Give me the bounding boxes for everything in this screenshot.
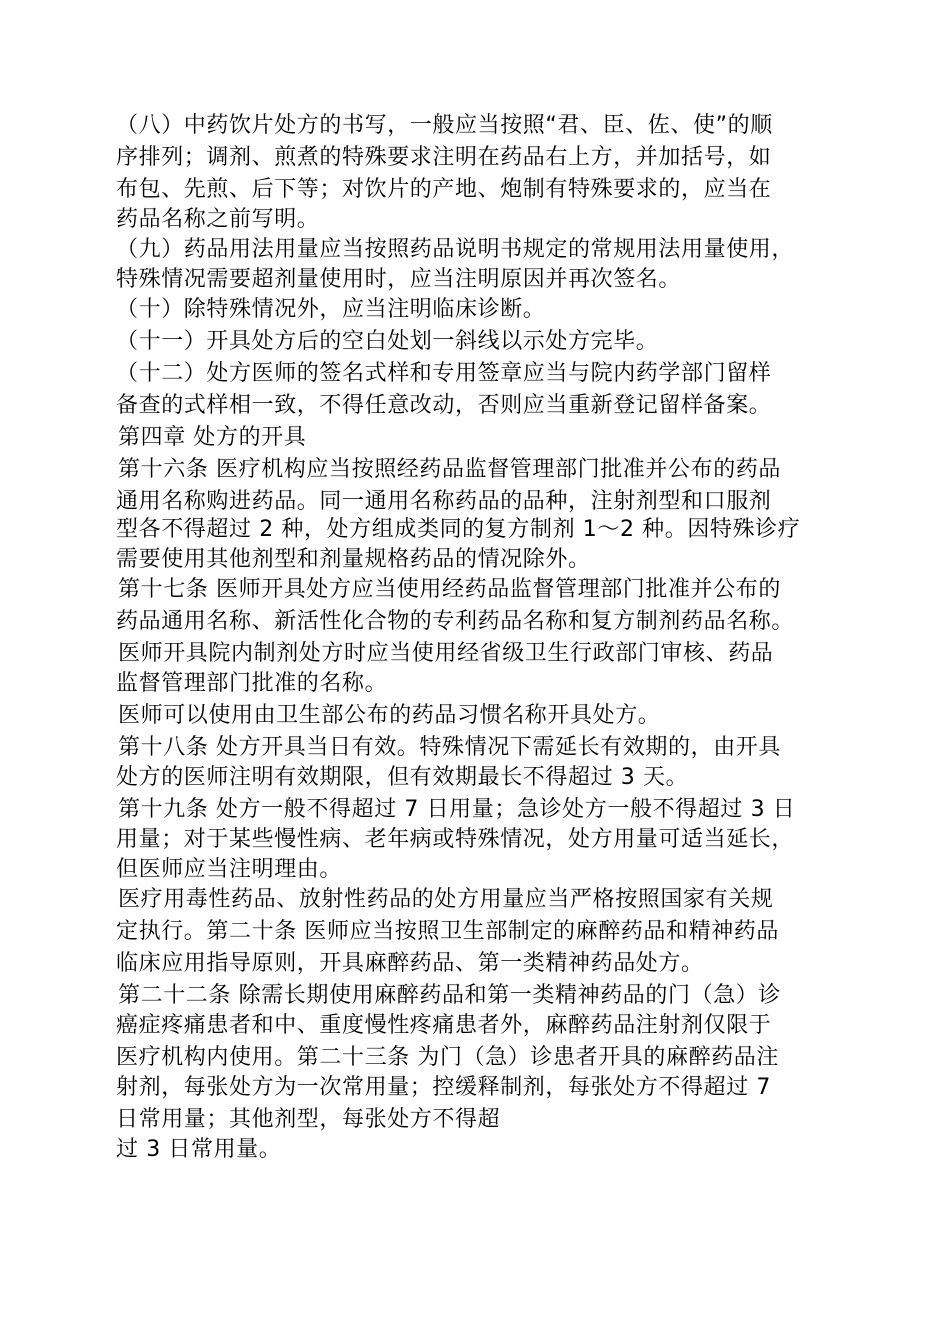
text-line: 通用名称购进药品。同一通用名称药品的品种，注射剂型和口服剂 (116, 489, 772, 514)
text-line: 型各不得超过 2 种，处方组成类同的复方制剂 1～2 种。因特殊诊疗 (116, 517, 801, 542)
text-line: 医疗机构内使用。第二十三条 为门（急）诊患者开具的麻醉药品注 (116, 1045, 779, 1070)
text-line: （十）除特殊情况外，应当注明临床诊断。 (116, 297, 546, 322)
text-line: 癌症疼痛患者和中、重度慢性疼痛患者外，麻醉药品注射剂仅限于 (116, 1013, 772, 1038)
text-line: 第十七条 医师开具处方应当使用经药品监督管理部门批准并公布的 (118, 577, 781, 602)
text-line: 序排列；调剂、煎煮的特殊要求注明在药品右上方，并加括号，如 (116, 145, 772, 170)
text-line: 医师可以使用由卫生部公布的药品习惯名称开具处方。 (118, 703, 661, 728)
text-line: 特殊情况需要超剂量使用时，应当注明原因并再次签名。 (116, 267, 682, 292)
text-line: 但医师应当注明理由。 (116, 857, 343, 882)
text-line: （十一）开具处方后的空白处划一斜线以示处方完毕。 (116, 329, 659, 354)
chapter-heading: 第四章 处方的开具 (118, 425, 307, 450)
text-line: 过 3 日常用量。 (116, 1137, 282, 1162)
text-line: 监督管理部门批准的名称。 (116, 671, 388, 696)
text-line: 需要使用其他剂型和剂量规格药品的情况除外。 (116, 547, 591, 572)
text-line: 布包、先煎、后下等；对饮片的产地、炮制有特殊要求的，应当在 (116, 177, 772, 202)
text-line: 备查的式样相一致，不得任意改动，否则应当重新登记留样备案。 (116, 393, 772, 418)
text-line: 定执行。第二十条 医师应当按照卫生部制定的麻醉药品和精神药品 (116, 919, 779, 944)
text-line: 射剂，每张处方为一次常用量；控缓释制剂，每张处方不得超过 7 (116, 1075, 771, 1100)
text-line: 第十六条 医疗机构应当按照经药品监督管理部门批准并公布的药品 (118, 457, 781, 482)
text-line: 第十九条 处方一般不得超过 7 日用量；急诊处方一般不得超过 3 日 (118, 797, 796, 822)
text-line: 药品通用名称、新活性化合物的专利药品名称和复方制剂药品名称。 (116, 609, 795, 634)
text-line: 用量；对于某些慢性病、老年病或特殊情况，处方用量可适当延长， (116, 827, 795, 852)
text-line: （十二）处方医师的签名式样和专用签章应当与院内药学部门留样 (116, 361, 772, 386)
text-line: 日常用量；其他剂型，每张处方不得超 (116, 1107, 501, 1132)
text-line: 医师开具院内制剂处方时应当使用经省级卫生行政部门审核、药品 (118, 641, 774, 666)
text-line: 临床应用指导原则，开具麻醉药品、第一类精神药品处方。 (116, 951, 704, 976)
text-line: 药品名称之前写明。 (116, 207, 320, 232)
text-line: 医疗用毒性药品、放射性药品的处方用量应当严格按照国家有关规 (118, 887, 774, 912)
text-line: 处方的医师注明有效期限，但有效期最长不得超过 3 天。 (116, 765, 689, 790)
text-line: （八）中药饮片处方的书写，一般应当按照“君、臣、佐、使”的顺 (116, 113, 773, 138)
text-line: 第十八条 处方开具当日有效。特殊情况下需延长有效期的，由开具 (118, 735, 781, 760)
text-line: 第二十二条 除需长期使用麻醉药品和第一类精神药品的门（急）诊 (118, 983, 781, 1008)
text-line: （九）药品用法用量应当按照药品说明书规定的常规用法用量使用， (116, 237, 795, 262)
